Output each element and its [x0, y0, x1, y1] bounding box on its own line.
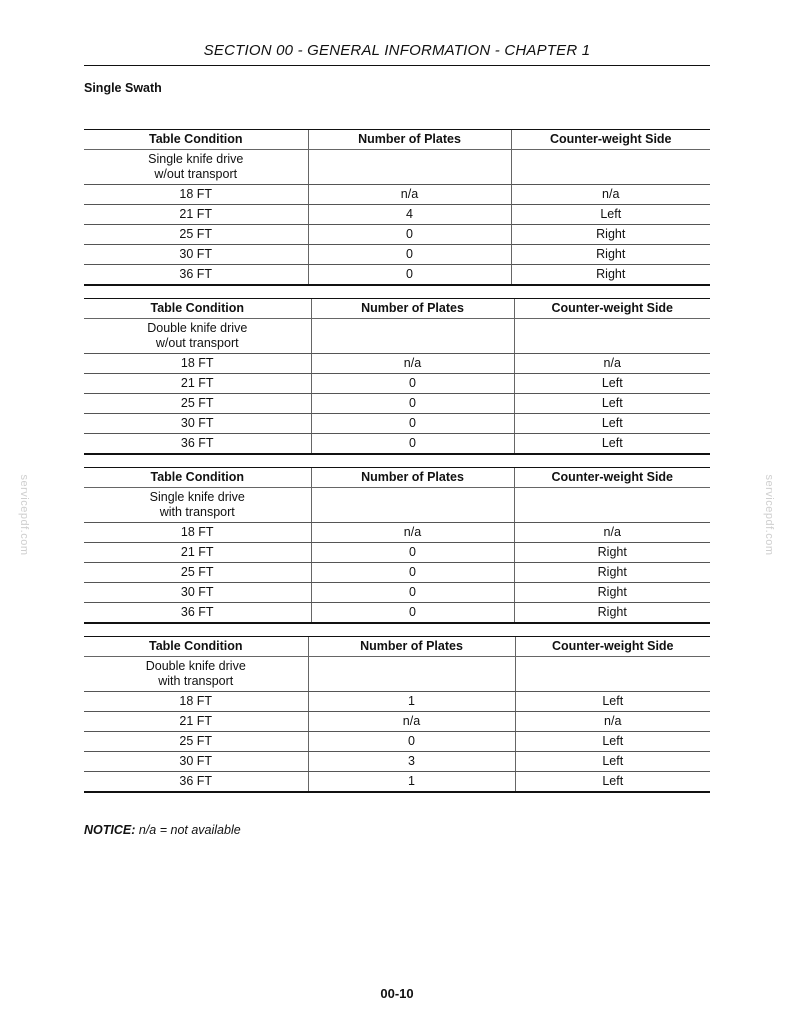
plates-cell: 0 — [311, 543, 514, 563]
plates-cell: 0 — [311, 434, 514, 455]
column-header: Number of Plates — [311, 468, 514, 488]
table-row — [84, 374, 710, 394]
table-row — [84, 692, 710, 712]
table-row — [84, 394, 710, 414]
spec-table — [84, 636, 710, 793]
counterweight-side-cell: Left — [511, 205, 710, 225]
table-row — [84, 772, 710, 793]
size-cell: 21 FT — [84, 205, 308, 225]
plates-cell: n/a — [308, 712, 515, 732]
table-header-row — [84, 637, 710, 657]
table-row — [84, 225, 710, 245]
table-row — [84, 732, 710, 752]
table-row — [84, 523, 710, 543]
empty-cell — [308, 150, 511, 185]
plates-cell: 4 — [308, 205, 511, 225]
table-row — [84, 543, 710, 563]
empty-cell — [311, 319, 514, 354]
size-cell: 21 FT — [84, 543, 311, 563]
column-header: Counter-weight Side — [514, 299, 710, 319]
column-header: Table Condition — [84, 130, 308, 150]
page-header: SECTION 00 - GENERAL INFORMATION - CHAPTER 1 — [203, 42, 591, 59]
size-cell: 36 FT — [84, 603, 311, 624]
size-cell: 18 FT — [84, 185, 308, 205]
table-row — [84, 752, 710, 772]
counterweight-side-cell: Right — [514, 603, 710, 624]
table-header-row — [84, 130, 710, 150]
size-cell: 25 FT — [84, 394, 311, 414]
condition-row — [84, 657, 710, 692]
column-header: Table Condition — [84, 468, 311, 488]
column-header: Counter-weight Side — [514, 468, 710, 488]
table-row — [84, 712, 710, 732]
size-cell: 30 FT — [84, 245, 308, 265]
size-cell: 36 FT — [84, 434, 311, 455]
counterweight-side-cell: Right — [514, 563, 710, 583]
empty-cell — [308, 657, 515, 692]
counterweight-side-cell: Right — [511, 225, 710, 245]
table-header-row — [84, 299, 710, 319]
condition-cell — [84, 657, 308, 692]
counterweight-side-cell: Left — [515, 692, 710, 712]
table-row — [84, 583, 710, 603]
counterweight-side-cell: Left — [515, 772, 710, 793]
size-cell: 18 FT — [84, 354, 311, 374]
table-row — [84, 205, 710, 225]
plates-cell: n/a — [308, 185, 511, 205]
plates-cell: 0 — [308, 732, 515, 752]
watermark-right: servicepdf.com — [763, 474, 775, 556]
spec-table — [84, 298, 710, 455]
counterweight-side-cell: Right — [514, 583, 710, 603]
notice-text: n/a = not available — [138, 823, 241, 837]
table-row — [84, 245, 710, 265]
condition-cell — [84, 150, 308, 185]
condition-row — [84, 488, 710, 523]
condition-row — [84, 150, 710, 185]
column-header: Number of Plates — [308, 130, 511, 150]
counterweight-side-cell: Left — [514, 434, 710, 455]
size-cell: 36 FT — [84, 772, 308, 793]
empty-cell — [511, 150, 710, 185]
condition-cell — [84, 488, 311, 523]
counterweight-side-cell: n/a — [514, 354, 710, 374]
table-row — [84, 354, 710, 374]
counterweight-side-cell: Right — [511, 265, 710, 286]
plates-cell: 0 — [311, 394, 514, 414]
column-header: Number of Plates — [311, 299, 514, 319]
section-subtitle: Single Swath — [84, 81, 162, 95]
table-row — [84, 185, 710, 205]
plates-cell: n/a — [311, 354, 514, 374]
plates-cell: 0 — [308, 245, 511, 265]
size-cell: 30 FT — [84, 752, 308, 772]
condition-label: Single knife drive w/out transport — [148, 152, 244, 181]
column-header: Table Condition — [84, 299, 311, 319]
plates-cell: 0 — [308, 265, 511, 286]
plates-cell: 0 — [311, 374, 514, 394]
table-header-row — [84, 468, 710, 488]
plates-cell: 0 — [308, 225, 511, 245]
counterweight-side-cell: Left — [514, 394, 710, 414]
plates-cell: 1 — [308, 772, 515, 793]
page-number: 00-10 — [380, 986, 414, 1001]
table-row — [84, 414, 710, 434]
column-header: Counter-weight Side — [511, 130, 710, 150]
plates-cell: 0 — [311, 583, 514, 603]
column-header: Table Condition — [84, 637, 308, 657]
counterweight-side-cell: n/a — [515, 712, 710, 732]
plates-cell: 0 — [311, 603, 514, 624]
plates-cell: 1 — [308, 692, 515, 712]
counterweight-side-cell: Left — [514, 414, 710, 434]
empty-cell — [514, 488, 710, 523]
spec-table — [84, 129, 710, 286]
plates-cell: 3 — [308, 752, 515, 772]
condition-label: Double knife drive w/out transport — [147, 321, 248, 350]
size-cell: 36 FT — [84, 265, 308, 286]
notice — [84, 823, 241, 837]
counterweight-side-cell: Right — [511, 245, 710, 265]
counterweight-side-cell: Left — [515, 752, 710, 772]
empty-cell — [514, 319, 710, 354]
plates-cell: 0 — [311, 414, 514, 434]
condition-label: Single knife drive with transport — [149, 490, 245, 519]
counterweight-side-cell: n/a — [514, 523, 710, 543]
table-row — [84, 265, 710, 286]
condition-row — [84, 319, 710, 354]
notice-label: NOTICE: — [84, 823, 136, 837]
counterweight-side-cell: Left — [515, 732, 710, 752]
empty-cell — [311, 488, 514, 523]
counterweight-side-cell: n/a — [511, 185, 710, 205]
plates-cell: 0 — [311, 563, 514, 583]
counterweight-side-cell: Left — [514, 374, 710, 394]
column-header: Counter-weight Side — [515, 637, 710, 657]
table-row — [84, 434, 710, 455]
counterweight-side-cell: Right — [514, 543, 710, 563]
size-cell: 25 FT — [84, 225, 308, 245]
empty-cell — [515, 657, 710, 692]
condition-label: Double knife drive with transport — [145, 659, 246, 688]
size-cell: 18 FT — [84, 523, 311, 543]
column-header: Number of Plates — [308, 637, 515, 657]
size-cell: 18 FT — [84, 692, 308, 712]
table-row — [84, 603, 710, 624]
plates-cell: n/a — [311, 523, 514, 543]
header-rule — [84, 65, 710, 66]
size-cell: 25 FT — [84, 563, 311, 583]
size-cell: 25 FT — [84, 732, 308, 752]
size-cell: 30 FT — [84, 583, 311, 603]
spec-table — [84, 467, 710, 624]
size-cell: 30 FT — [84, 414, 311, 434]
size-cell: 21 FT — [84, 374, 311, 394]
size-cell: 21 FT — [84, 712, 308, 732]
table-row — [84, 563, 710, 583]
condition-cell — [84, 319, 311, 354]
watermark-left: servicepdf.com — [18, 474, 30, 556]
